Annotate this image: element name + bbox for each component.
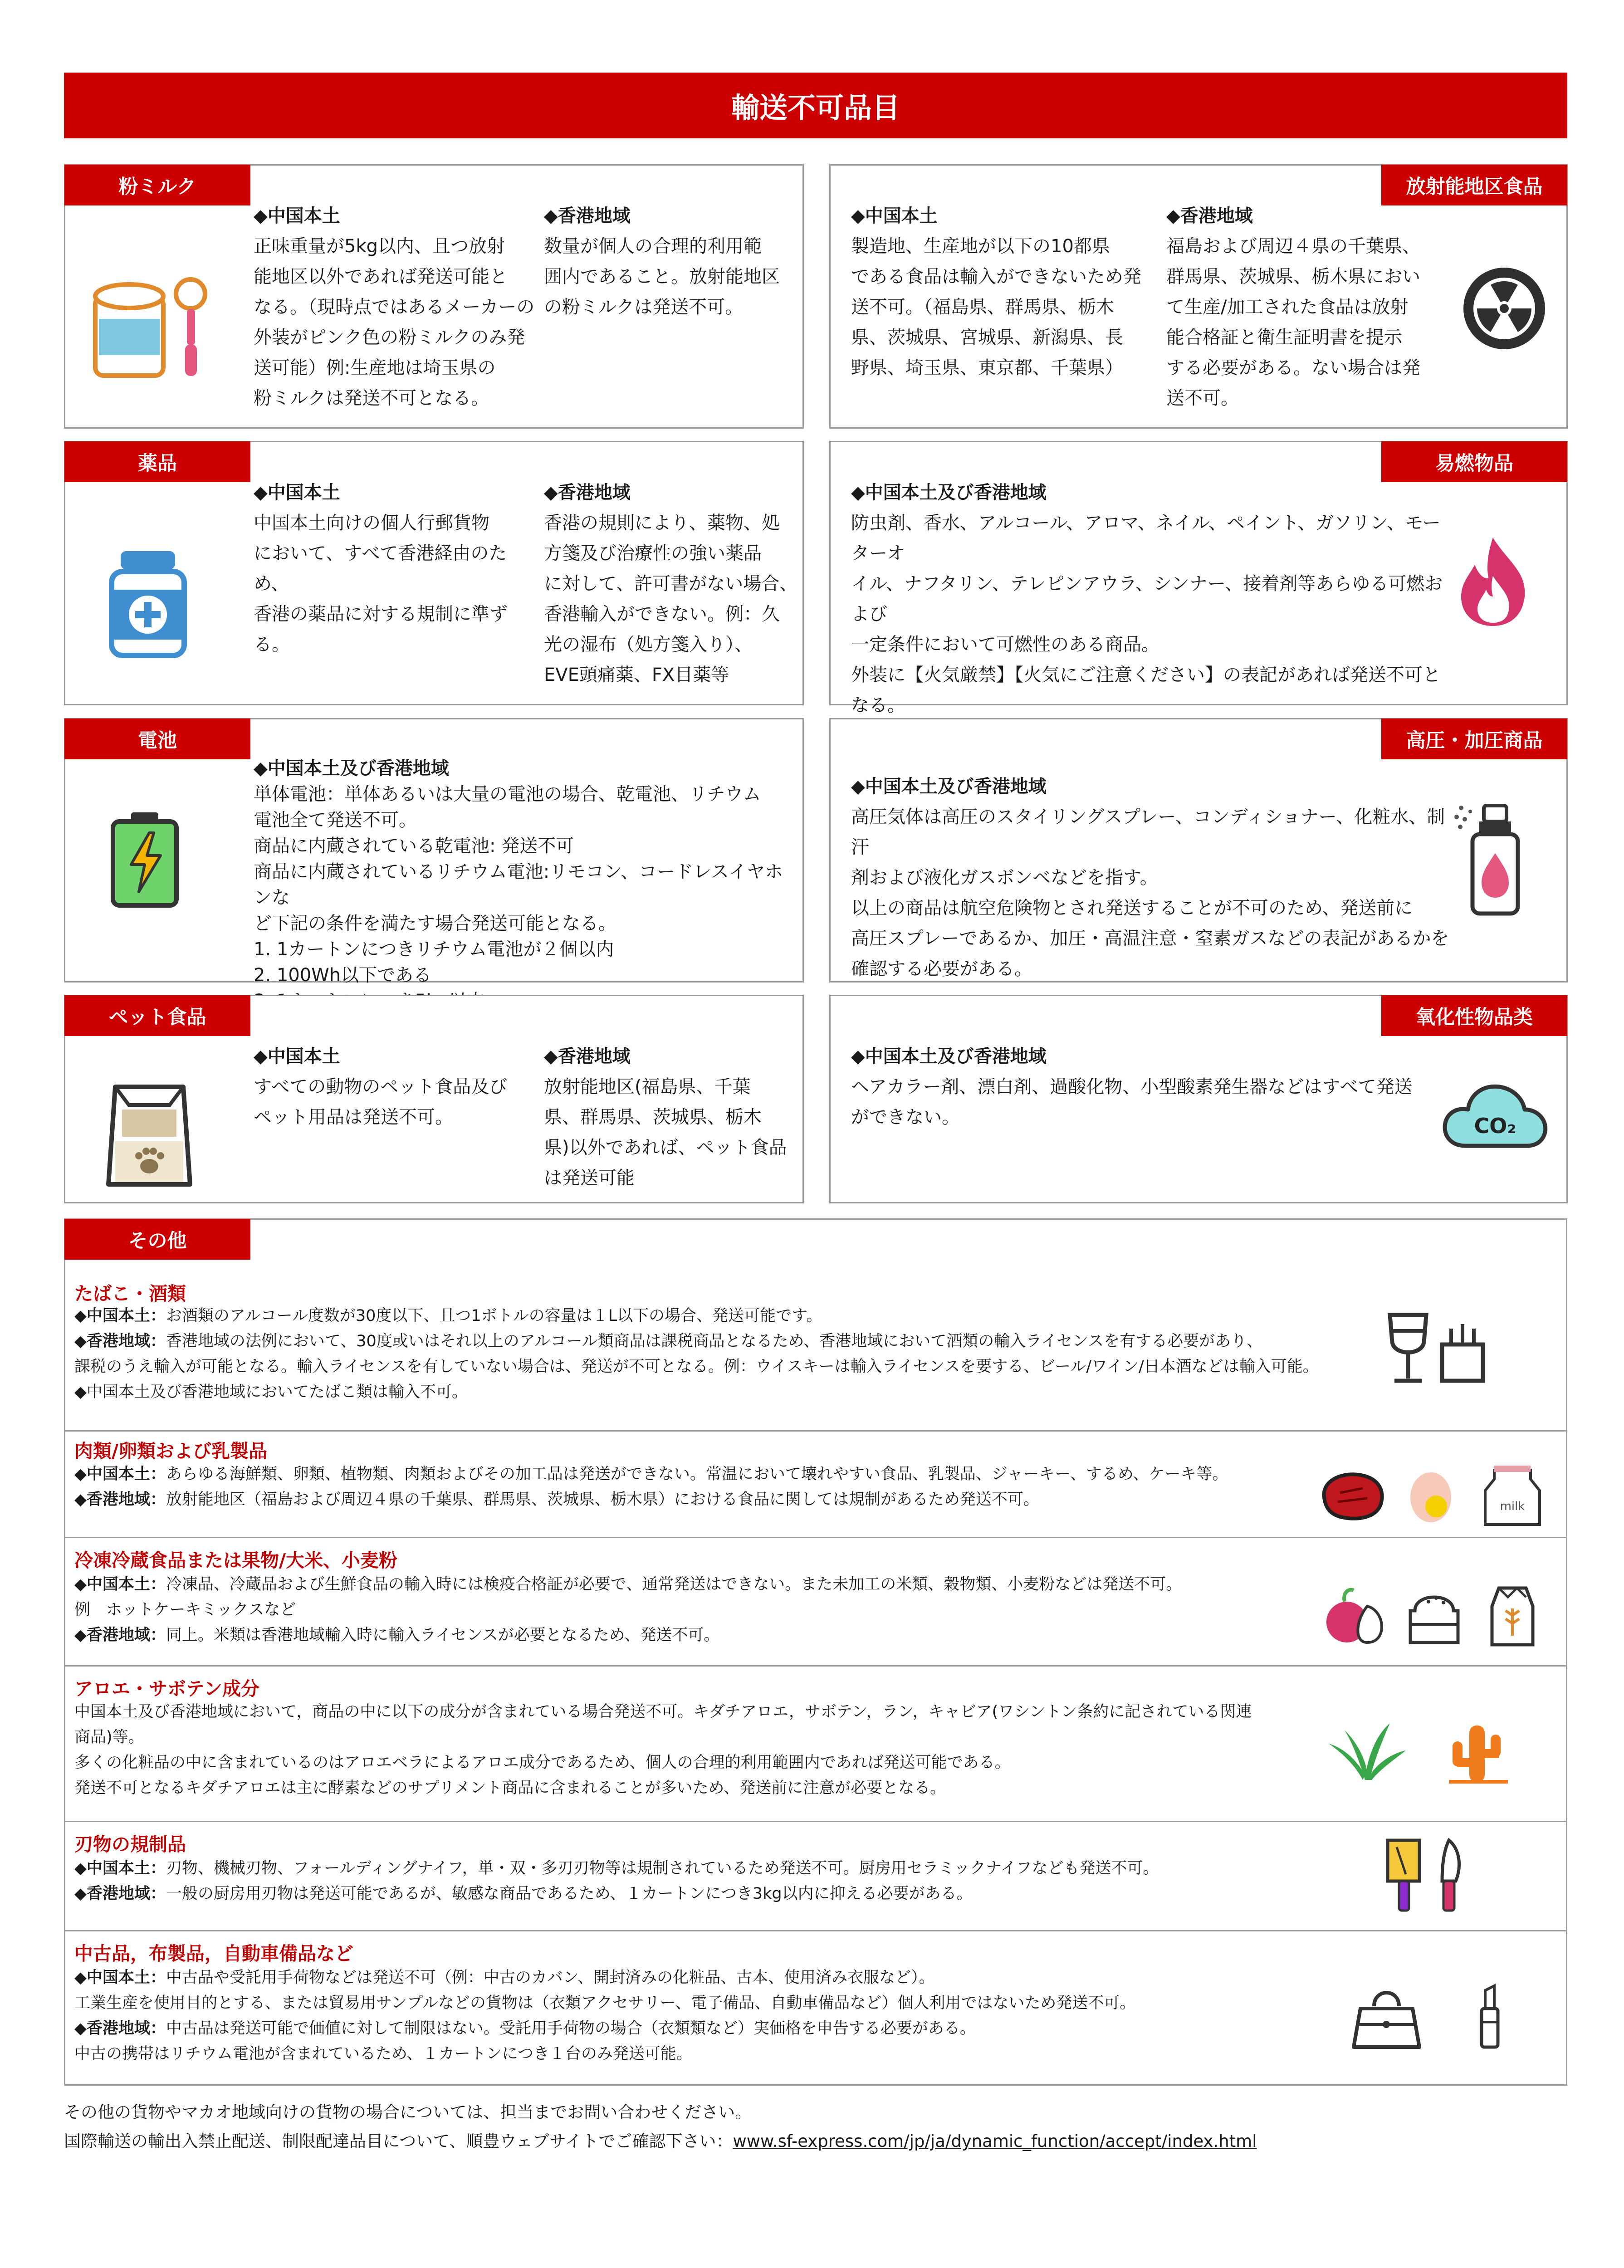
milk-cn-column (254, 201, 535, 414)
section-line: 例 ホットケーキミックスなど (74, 1601, 296, 1619)
section-title: たばこ・酒類 (74, 1283, 186, 1305)
box-oxidizer (829, 995, 1568, 1203)
tag-oxidizer: 氧化性物品类 (1381, 995, 1567, 1036)
battery-text: 単体電池：単体あるいは大量の電池の場合、乾電池、リチウム 電池全て発送不可。 商品に内蔵されている乾電池: 発送不可 商品に内蔵されているリチウム電池:リモコン、コードレスイヤホンな ど下記の条件を満たす場合発送可能となる。 1. 1カートンにつきリチウム電池が２個以内 2. 100Wh以下である (254, 784, 783, 986)
battery-heading: ◆中国本土及び香港地域 (254, 758, 449, 779)
medicine-cn-column (254, 478, 535, 660)
footer (64, 2098, 1570, 2156)
section-title: 冷凍冷蔵食品または果物/大米、小麦粉 (74, 1549, 397, 1571)
co2-label: CO₂ (1474, 1114, 1516, 1138)
section-line: ◆香港地域：香港地域の法例において、30度或いはそれ以上のアルコール類商品は課税商品となるため、香港地域において酒類の輸入ライセンスを有する必要があり、 (74, 1332, 1263, 1350)
milk-cn-heading: ◆中国本土 (254, 205, 340, 226)
tag-powdered-milk: 粉ミルク (64, 165, 250, 205)
milk-cn-text: 正味重量が5kg以内、且つ放射 能地区以外であれば発送可能と なる。（現時点ではあるメーカーの 外装がピンク色の粉ミルクのみ発 送可能）例:生産地は埼玉県の 粉ミルクは発送不可となる。 (254, 236, 535, 409)
pet-cn-column (254, 1041, 535, 1133)
spray-can-icon (1452, 799, 1529, 917)
tag-battery: 電池 (64, 719, 250, 759)
section-meat-egg-dairy (65, 1430, 1566, 1537)
section-title: 刃物の規制品 (74, 1833, 186, 1855)
tag-other: その他 (64, 1219, 250, 1260)
medicine-bottle-icon (103, 547, 193, 660)
pressure-text: 高圧気体は高圧のスタイリングスプレー、コンディショナー、化粧水、制汗 剤および液化ガスボンベなどを指す。 以上の商品は航空危険物とされ発送することが不可のため、発送前に 高圧スプレーであるか、加圧・高温注意・窒素ガスなどの表記があるかを 確認する必要がある。 (851, 807, 1449, 979)
medicine-hk-text: 香港の規則により、薬物、処 方箋及び治療性の強い薬品 に対して、許可書がない場合、 香港輸入ができない。例：久 光の湿布（処方箋入り）、 EVE頭痛薬、FX目薬等 (544, 513, 798, 685)
pet-cn-heading: ◆中国本土 (254, 1046, 340, 1067)
pet-food-bag-icon (97, 1078, 201, 1191)
section-body (74, 1699, 1372, 1801)
box-pet-food (64, 995, 804, 1203)
section-line: ◆中国本土：あらゆる海鮮類、卵類、植物類、肉類およびその加工品は発送ができない。常温において壊れやすい食品、乳製品、ジャーキー、するめ、ケーキ等。 (74, 1465, 1228, 1483)
section-line: ◆中国本土：お酒類のアルコール度数が30度以下、且つ1ボトルの容量は１L以下の場合、発送可能です。 (74, 1307, 822, 1325)
fruit-rice-flour-icon (1317, 1579, 1544, 1652)
section-title: アロエ・サボテン成分 (74, 1678, 259, 1700)
oxidizer-heading: ◆中国本土及び香港地域 (851, 1046, 1047, 1067)
box-pressurized (829, 718, 1568, 982)
medicine-hk-column (544, 478, 798, 690)
section-line: ◆中国本土及び香港地域においてたばこ類は輸入不可。 (74, 1383, 468, 1401)
milk-hk-column (544, 201, 798, 323)
wine-glass-cigarette-icon (1376, 1310, 1494, 1388)
section-line: ◆中国本土：冷凍品、冷蔵品および生鮮食品の輸入時には検疫合格証が必要で、通常発送はできない。また未加工の米類、穀物類、小麦粉などは発送不可。 (74, 1575, 1182, 1593)
section-line: 課税のうえ輸入が可能となる。輸入ライセンスを有していない場合は、発送が不可となる。例：ウイスキーは輸入ライセンスを要する、ビール/ワイン/日本酒などは輸入可能。 (74, 1358, 1319, 1376)
box-medicine (64, 441, 804, 705)
section-frozen-food-grain (65, 1537, 1566, 1665)
milk-hk-heading: ◆香港地域 (544, 205, 631, 226)
section-line: ◆香港地域：同上。米類は香港地域輸入時に輸入ライセンスが必要となるため、発送不可。 (74, 1626, 720, 1644)
milk-carton-label: milk (1500, 1500, 1525, 1513)
section-line: ◆香港地域：一般の厨房用刃物は発送可能であるが、敏感な商品であるため、１カートンにつき3kg以内に抑える必要がある。 (74, 1885, 973, 1903)
section-line: 商品)等。 (74, 1728, 144, 1746)
battery-icon (106, 810, 183, 910)
box-radiation-food (829, 164, 1568, 429)
section-line: ◆香港地域：中古品は発送可能で価値に対して制限はない。受託用手荷物の場合（衣類類など）実価格を申告する必要がある。 (74, 2019, 976, 2038)
footer-note: その他の貨物やマカオ地域向けの貨物の場合については、担当までお問い合わせください。 (64, 2102, 752, 2122)
section-line: ◆中国本土：刃物、機械刃物、フォールディングナイフ，単・双・多刃刃物等は規制されているため発送不可。厨房用セラミックナイフなども発送不可。 (74, 1859, 1159, 1877)
knife-icon (1381, 1836, 1472, 1917)
pet-hk-text: 放射能地区(福島県、千葉 県、群馬県、茨城県、栃木 県)以外であれば、ペット食品 は発送可能 (544, 1076, 787, 1188)
milk-hk-text: 数量が個人の合理的利用範 囲内であること。放射能地区 の粉ミルクは発送不可。 (544, 236, 780, 318)
battery-column (254, 756, 798, 1014)
radiation-cn-text: 製造地、生産地が以下の10都県 である食品は輸入ができないため発 送不可。（福島県、群馬県、栃木 県、茨城県、宮城県、新潟県、長 野県、埼玉県、東京都、千葉県） (851, 236, 1141, 378)
tag-medicine: 薬品 (64, 441, 250, 482)
flame-icon (1448, 533, 1538, 628)
milk-can-icon (82, 264, 218, 382)
footer-link-line (64, 2127, 1570, 2156)
radiation-cn-heading: ◆中国本土 (851, 205, 938, 226)
pet-hk-heading: ◆香港地域 (544, 1046, 631, 1067)
pressure-column (851, 772, 1454, 984)
section-tobacco-alcohol (65, 1279, 1566, 1401)
section-title: 肉類/卵類および乳製品 (74, 1440, 267, 1462)
meat-egg-milk-icon (1317, 1461, 1544, 1529)
medicine-hk-heading: ◆香港地域 (544, 482, 631, 503)
tag-radiation-food: 放射能地区食品 (1381, 165, 1567, 205)
flammable-text: 防虫剤、香水、アルコール、アロマ、ネイル、ペイント、ガソリン、モーターオ イル、ナフタリン、テレピンアウラ、シンナー、接着剤等あらゆる可燃および 一定条件において可燃性のある商品。 外装に【火気厳禁】【火気にご注意ください】の表記があれば発送不可と なる。 (851, 513, 1443, 716)
section-used-goods (65, 1930, 1566, 2084)
page-title-banner (64, 73, 1567, 138)
section-body (74, 1303, 1372, 1405)
handbag-lipstick-icon (1349, 1981, 1521, 2054)
co2-cloud-icon (1438, 1078, 1552, 1155)
section-line: 中国本土及び香港地域において，商品の中に以下の成分が含まれている場合発送不可。キダチアロエ，サボテン，ラン，キャビア(ワシントン条約に記されている関連 (74, 1703, 1252, 1721)
flammable-column (851, 478, 1454, 721)
aloe-cactus-icon (1326, 1716, 1517, 1784)
footer-link-label: 国際輸送の輸出入禁止配送、制限配達品目について、順豊ウェブサイトでご確認下さい： (64, 2131, 733, 2151)
radiation-icon (1457, 261, 1552, 356)
section-line: ◆中国本土：中古品や受託用手荷物などは発送不可（例：中古のカバン、開封済みの化粧品、古本、使用済み衣服など）。 (74, 1969, 935, 1987)
oxidizer-text: ヘアカラー剤、漂白剤、過酸化物、小型酸素発生器などはすべて発送 ができない。 (851, 1076, 1413, 1128)
medicine-cn-heading: ◆中国本土 (254, 482, 340, 503)
sf-express-link[interactable]: www.sf-express.com/jp/ja/dynamic_function/accept/index.html (733, 2131, 1257, 2151)
box-other (64, 1218, 1567, 2086)
section-body (74, 1856, 1372, 1906)
tag-pressurized: 高圧・加圧商品 (1381, 719, 1567, 759)
section-line: ◆香港地域：放射能地区（福島および周辺４県の千葉県、群馬県、茨城県、栃木県）における食品に関しては規制があるため発送不可。 (74, 1491, 1039, 1509)
section-line: 工業生産を使用目的とする、または貿易用サンプルなどの貨物は（衣類アクセサリー、電子備品、自動車備品など）個人利用ではないため発送不可。 (74, 1994, 1136, 2012)
box-powdered-milk (64, 164, 804, 429)
radiation-hk-heading: ◆香港地域 (1166, 205, 1253, 226)
oxidizer-column (851, 1041, 1454, 1133)
pressure-heading: ◆中国本土及び香港地域 (851, 776, 1047, 797)
tag-flammable: 易燃物品 (1381, 441, 1567, 482)
flammable-heading: ◆中国本土及び香港地域 (851, 482, 1047, 503)
pet-cn-text: すべての動物のペット食品及び ペット用品は発送不可。 (254, 1076, 508, 1128)
section-title: 中古品，布製品，自動車備品など (74, 1943, 353, 1965)
section-aloe-cactus (65, 1665, 1566, 1821)
section-blades (65, 1821, 1566, 1930)
section-line: 多くの化粧品の中に含まれているのはアロエベラによるアロエ成分であるため、個人の合理的利用範囲内であれば発送可能である。 (74, 1754, 1011, 1772)
radiation-hk-column (1166, 201, 1448, 414)
radiation-hk-text: 福島および周辺４県の千葉県、 群馬県、茨城県、栃木県におい て生産/加工された食品は放射 能合格証と衛生証明書を提示 する必要がある。ない場合は発 送不可。 (1166, 236, 1420, 409)
box-flammable (829, 441, 1568, 716)
section-line: 中古の携帯はリチウム電池が含まれているため、１カートンにつき１台のみ発送可能。 (74, 2045, 692, 2063)
box-battery (64, 718, 804, 986)
radiation-cn-column (851, 201, 1150, 383)
section-body (74, 1572, 1372, 1648)
tag-pet-food: ペット食品 (64, 995, 250, 1036)
medicine-cn-text: 中国本土向けの個人行郵貨物 において、すべて香港経由のため、 香港の薬品に対する規制に準ず る。 (254, 513, 508, 655)
section-body (74, 1965, 1372, 2067)
page-title: 輸送不可品目 (731, 91, 900, 124)
pet-hk-column (544, 1041, 798, 1193)
section-body (74, 1461, 1372, 1512)
section-line: 発送不可となるキダチアロエは主に酵素などのサプリメント商品に含まれることが多いため、発送前に注意が必要となる。 (74, 1779, 946, 1797)
